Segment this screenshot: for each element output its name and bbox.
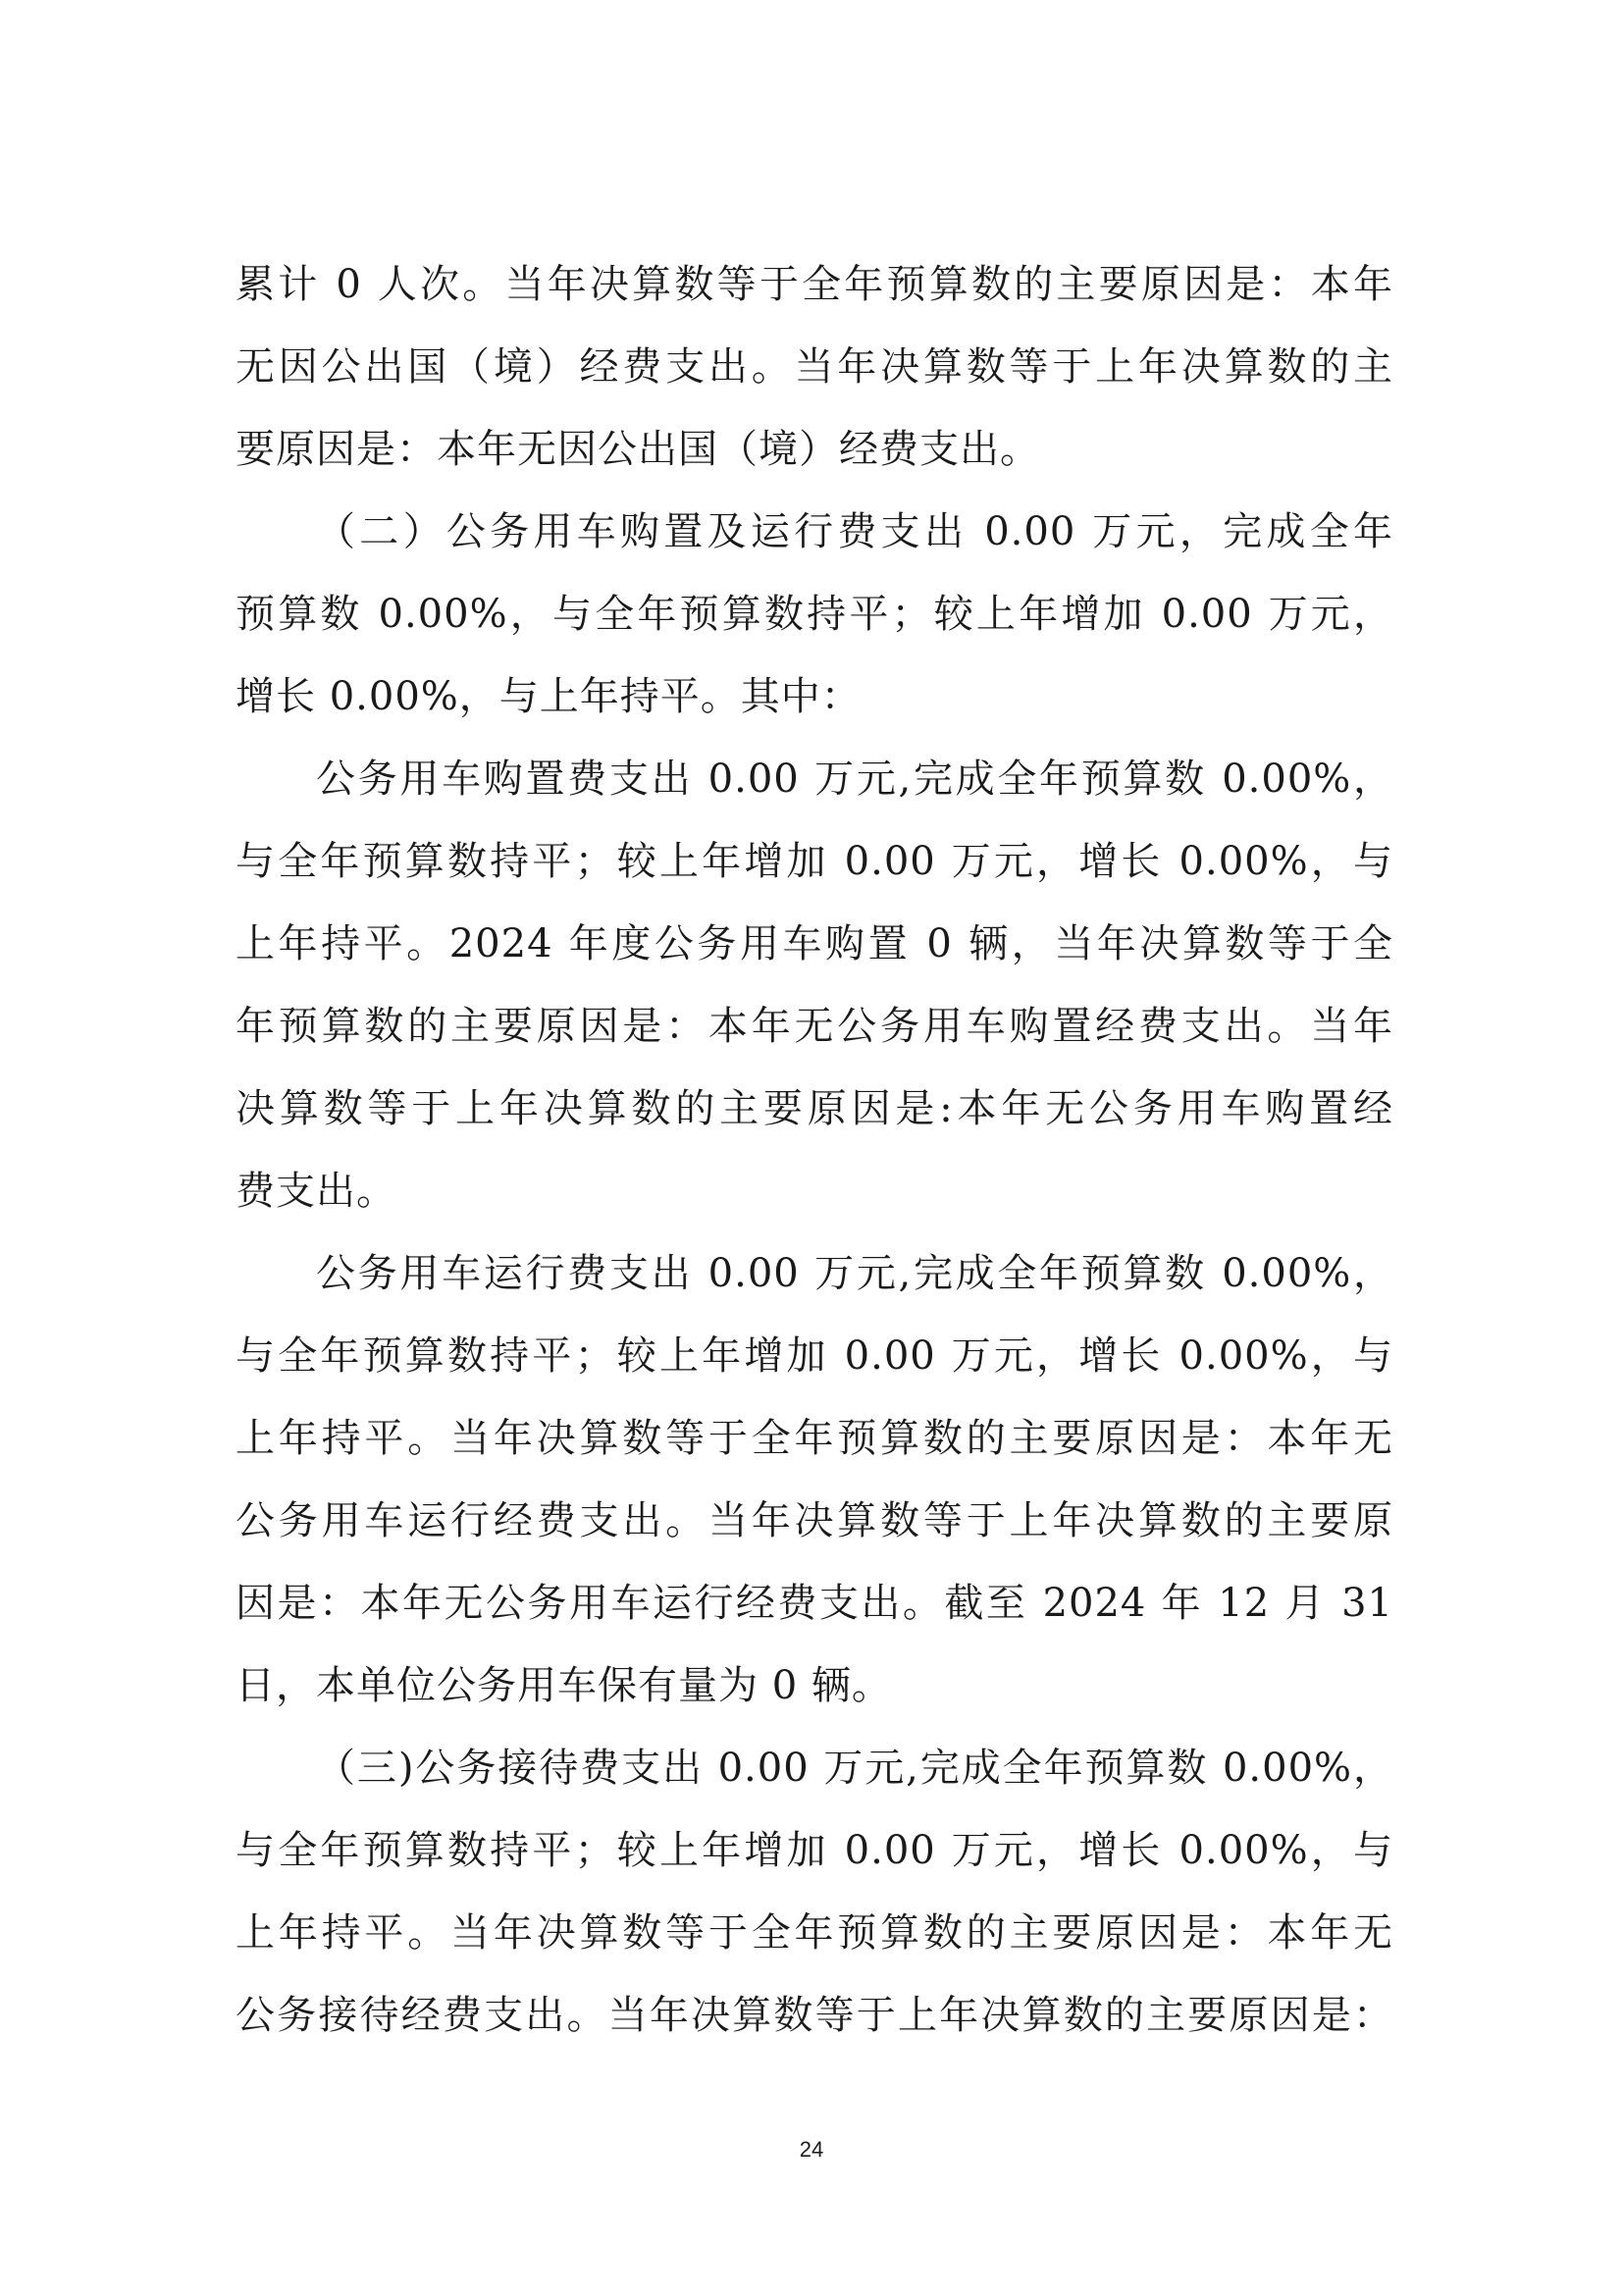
text-line: 与全年预算数持平；较上年增加 0.00 万元，增长 0.00%，与 [236, 1828, 1393, 1873]
section-heading-line: （二）公务用车购置及运行费支出 0.00 万元，完成全年 [316, 509, 1393, 554]
text-line: 上年持平。当年决算数等于全年预算数的主要原因是：本年无 [236, 1416, 1393, 1461]
text-line: 决算数等于上年决算数的主要原因是:本年无公务用车购置经 [236, 1086, 1393, 1131]
text-line: 上年持平。当年决算数等于全年预算数的主要原因是：本年无 [236, 1910, 1393, 1956]
text-line: 费支出。 [236, 1169, 396, 1214]
text-line: 无因公出国（境）经费支出。当年决算数等于上年决算数的主 [236, 344, 1393, 390]
text-line: 日，本单位公务用车保有量为 0 辆。 [236, 1663, 892, 1708]
text-line: 公务用车运行经费支出。当年决算数等于上年决算数的主要原 [236, 1498, 1393, 1543]
text-line: 增长 0.00%，与上年持平。其中： [236, 674, 862, 719]
text-line: 年预算数的主要原因是：本年无公务用车购置经费支出。当年 [236, 1004, 1393, 1049]
section-heading-line: （三)公务接待费支出 0.00 万元,完成全年预算数 0.00%， [316, 1746, 1393, 1791]
text-line: 与全年预算数持平；较上年增加 0.00 万元，增长 0.00%，与 [236, 839, 1393, 884]
text-line: 要原因是：本年无因公出国（境）经费支出。 [236, 427, 1040, 472]
text-line: 因是：本年无公务用车运行经费支出。截至 2024 年 12 月 31 [236, 1581, 1393, 1626]
paragraph-first-line: 公务用车运行费支出 0.00 万元,完成全年预算数 0.00%， [316, 1251, 1393, 1296]
text-line: 预算数 0.00%，与全年预算数持平；较上年增加 0.00 万元， [236, 592, 1393, 637]
paragraph-first-line: 公务用车购置费支出 0.00 万元,完成全年预算数 0.00%， [316, 757, 1393, 802]
text-line: 公务接待经费支出。当年决算数等于上年决算数的主要原因是： [236, 1993, 1393, 2038]
page-number: 24 [799, 2137, 824, 2162]
text-line: 上年持平。2024 年度公务用车购置 0 辆，当年决算数等于全 [236, 921, 1393, 966]
text-line: 与全年预算数持平；较上年增加 0.00 万元，增长 0.00%，与 [236, 1333, 1393, 1379]
text-line: 累计 0 人次。当年决算数等于全年预算数的主要原因是：本年 [236, 262, 1393, 307]
